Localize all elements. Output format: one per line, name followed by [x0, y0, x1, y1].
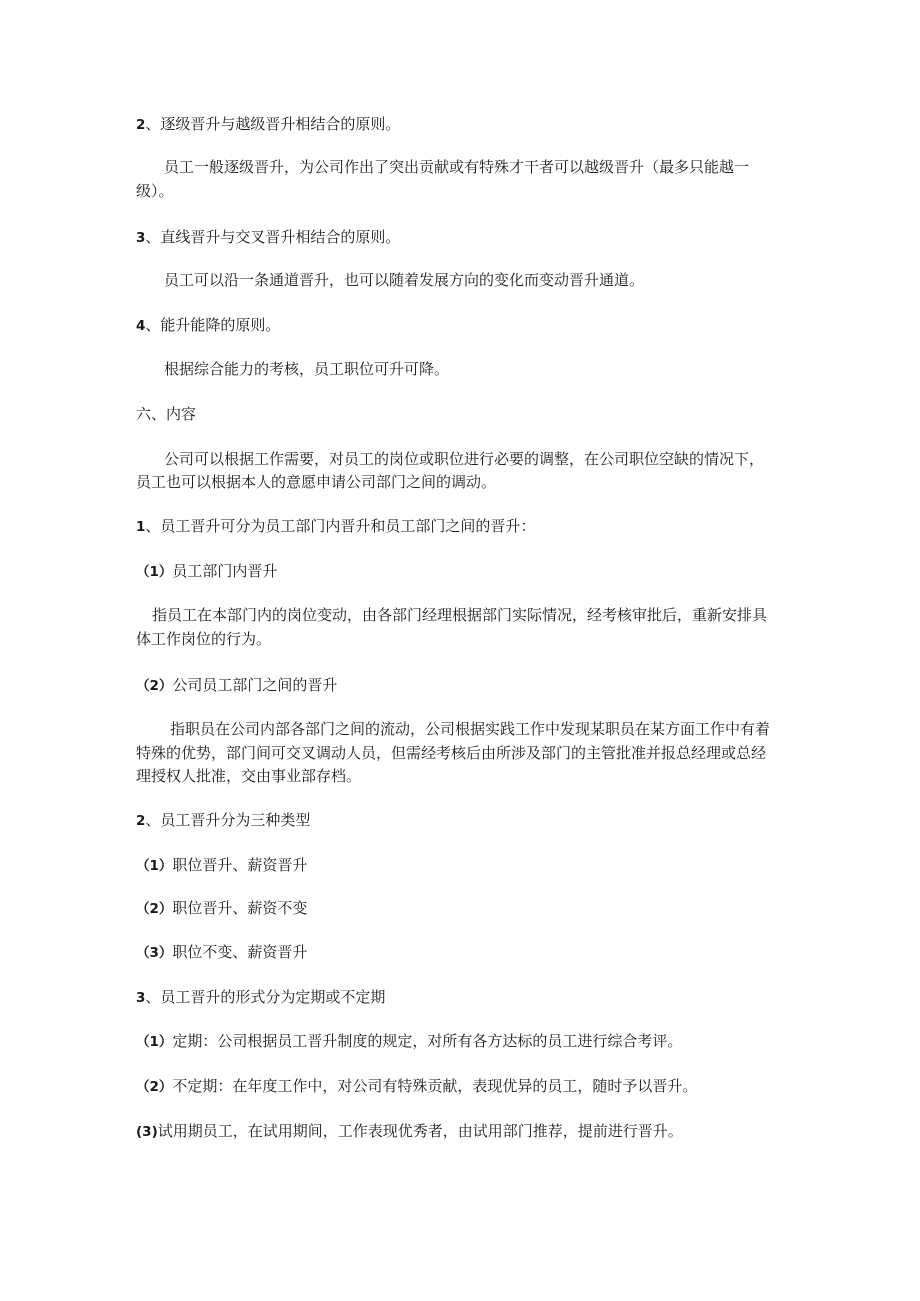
paragraph-line [136, 766, 361, 786]
principle-4-heading [136, 315, 280, 336]
paragraph-text: 特殊的优势，部门间可交叉调动人员，但需经考核后由所涉及部门的主管批准并报总经理或总经 [136, 744, 767, 762]
paragraph-text: 理授权人批准，交由事业部存档。 [136, 767, 362, 785]
item-text: 公司员工部门之间的晋升 [172, 676, 338, 694]
paragraph-text: 级）。 [136, 182, 174, 200]
sub-item [136, 1076, 697, 1097]
paragraph-line [136, 629, 271, 649]
item-text: 不定期：在年度工作中，对公司有特殊贡献，表现优异的员工，随时予以晋升。 [172, 1077, 698, 1095]
paragraph-text: 公司可以根据工作需要，对员工的岗位或职位进行必要的调整，在公司职位空缺的情况下， [164, 450, 765, 468]
section-title: 六、内容 [136, 405, 197, 423]
item-text: 职位晋升、薪资晋升 [172, 856, 308, 874]
paragraph-line [164, 157, 749, 177]
paragraph-line [152, 605, 767, 625]
item-text: 、能升能降的原则。 [145, 316, 281, 334]
item-text: 、员工晋升分为三种类型 [145, 811, 311, 829]
item-number: 4 [136, 318, 146, 334]
item-text: 职位晋升、薪资不变 [172, 899, 308, 917]
item-text: 、员工晋升的形式分为定期或不定期 [145, 988, 386, 1006]
sub-item [136, 898, 307, 919]
paragraph-line [164, 359, 449, 379]
item-1-heading [136, 516, 535, 537]
item-number: (3) [136, 1124, 158, 1140]
paragraph-text: 员工也可以根据本人的意愿申请公司部门之间的调动。 [136, 473, 497, 491]
paragraph-line [164, 449, 764, 469]
item-text: 试用期员工，在试用期间，工作表现优秀者，由试用部门推荐，提前进行晋升。 [157, 1122, 683, 1140]
paragraph-text: 指职员在公司内部各部门之间的流动，公司根据实践工作中发现某职员在某方面工作中有着 [170, 720, 771, 738]
item-text: 、员工晋升可分为员工部门内晋升和员工部门之间的晋升： [145, 517, 536, 535]
paragraph-line [136, 743, 766, 763]
sub-item [136, 1031, 682, 1052]
item-number: （1） [136, 564, 173, 580]
item-text: 、逐级晋升与越级晋升相结合的原则。 [145, 115, 401, 133]
item-number: 1 [136, 519, 146, 535]
paragraph-text: 指员工在本部门内的岗位变动，由各部门经理根据部门实际情况，经考核审批后，重新安排具 [152, 606, 768, 624]
sub-item-heading [136, 675, 337, 696]
sub-item [136, 1121, 683, 1142]
paragraph-line [136, 181, 174, 201]
item-number: 3 [136, 230, 146, 246]
item-number: （2） [136, 678, 173, 694]
paragraph-line [136, 472, 496, 492]
paragraph-line [164, 270, 644, 290]
item-number: 2 [136, 117, 146, 133]
item-number: （1） [136, 1034, 173, 1050]
sub-item [136, 855, 307, 876]
sub-item [136, 942, 307, 963]
sub-item-heading [136, 561, 277, 582]
item-number: （1） [136, 858, 173, 874]
paragraph-text: 员工可以沿一条通道晋升，也可以随着发展方向的变化而变动晋升通道。 [164, 271, 645, 289]
principle-2-heading [136, 114, 400, 135]
item-number: （3） [136, 945, 173, 961]
paragraph-text: 体工作岗位的行为。 [136, 630, 272, 648]
item-number: 3 [136, 990, 146, 1006]
principle-3-heading [136, 227, 400, 248]
section-heading [136, 404, 196, 424]
item-text: 定期：公司根据员工晋升制度的规定，对所有各方达标的员工进行综合考评。 [172, 1032, 683, 1050]
item-text: 、直线晋升与交叉晋升相结合的原则。 [145, 228, 401, 246]
item-number: （2） [136, 1079, 173, 1095]
paragraph-line [170, 719, 770, 739]
item-text: 员工部门内晋升 [172, 562, 278, 580]
paragraph-text: 员工一般逐级晋升，为公司作出了突出贡献或有特殊才干者可以越级晋升（最多只能越一 [164, 158, 750, 176]
item-3-heading [136, 987, 385, 1008]
item-2-heading [136, 810, 310, 831]
item-text: 职位不变、薪资晋升 [172, 943, 308, 961]
item-number: 2 [136, 813, 146, 829]
paragraph-text: 根据综合能力的考核，员工职位可升可降。 [164, 360, 450, 378]
item-number: （2） [136, 901, 173, 917]
